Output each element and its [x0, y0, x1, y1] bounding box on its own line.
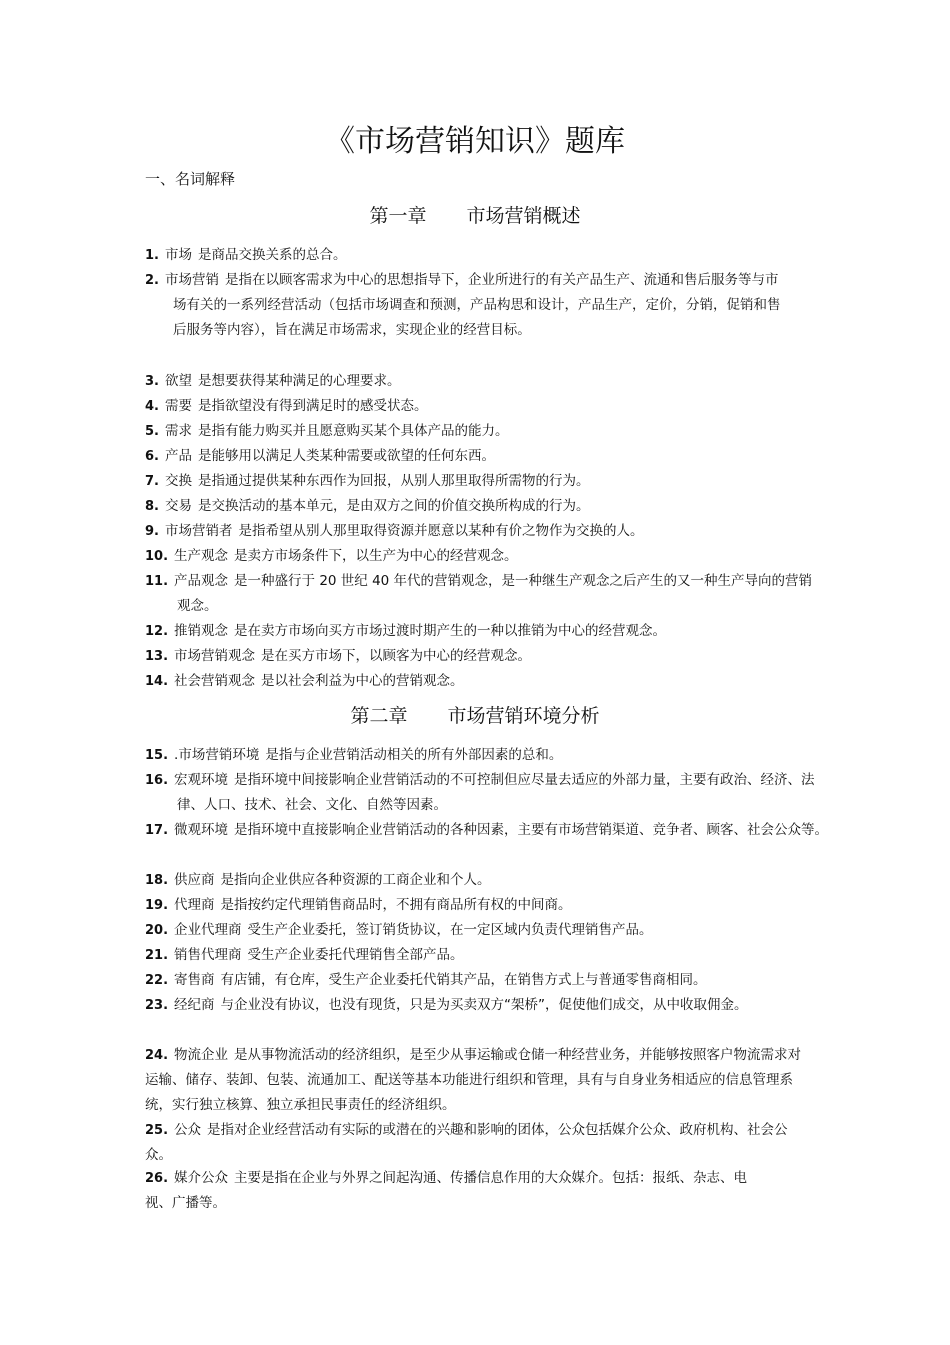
list-item: 1. 市场 是商品交换关系的总合。: [145, 247, 347, 263]
list-item: 20. 企业代理商 受生产企业委托，签订销货协议，在一定区域内负责代理销售产品。: [145, 922, 653, 938]
list-item: 4. 需要 是指欲望没有得到满足时的感受状态。: [145, 398, 428, 414]
list-item: 6. 产品 是能够用以满足人类某种需要或欲望的任何东西。: [145, 448, 495, 464]
chapter-2-label: 第二章: [350, 705, 408, 727]
list-item: 2. 市场营销 是指在以顾客需求为中心的思想指导下，企业所进行的有关产品生产、流通和售后服务等与市场有关的一系列经营活动（包括市场调查和预测，产品构思和设计，产品生产，定价，分销，促销和售后服务等内容），旨在满足市场需求，实现企业的经营目标。: [145, 272, 781, 338]
chapter-2-name: 市场营销环境分析: [447, 705, 600, 727]
list-item: 22. 寄售商 有店铺，有仓库，受生产企业委托代销其产品，在销售方式上与普通零售商相同。: [145, 972, 707, 988]
section-heading: 一、名词解释: [145, 170, 236, 188]
document-title: 《市场营销知识》题库: [325, 124, 625, 159]
chapter-1-label: 第一章: [369, 205, 427, 227]
list-item: 18. 供应商 是指向企业供应各种资源的工商企业和个人。: [145, 872, 491, 888]
list-item: 11. 产品观念 是一种盛行于 20 世纪 40 年代的营销观念，是一种继生产观念之后产生的又一种生产导向的营销观念。: [145, 573, 813, 614]
list-item: 3. 欲望 是想要获得某种满足的心理要求。: [145, 373, 401, 389]
chapter-2-heading: [0, 702, 950, 730]
list-item: 8. 交易 是交换活动的基本单元，是由双方之间的价值交换所构成的行为。: [145, 498, 590, 514]
list-item: 7. 交换 是指通过提供某种东西作为回报，从别人那里取得所需物的行为。: [145, 473, 590, 489]
list-item: 13. 市场营销观念 是在买方市场下，以顾客为中心的经营观念。: [145, 648, 532, 664]
list-item: 15. .市场营销环境 是指与企业营销活动相关的所有外部因素的总和。: [145, 747, 563, 763]
list-item: 19. 代理商 是指按约定代理销售商品时，不拥有商品所有权的中间商。: [145, 897, 572, 913]
list-item: 9. 市场营销者 是指希望从别人那里取得资源并愿意以某种有价之物作为交换的人。: [145, 523, 644, 539]
list-item: 12. 推销观念 是在卖方市场向买方市场过渡时期产生的一种以推销为中心的经营观念。: [145, 623, 667, 639]
list-item: 17. 微观环境 是指环境中直接影响企业营销活动的各种因素，主要有市场营销渠道、竞争者、顾客、社会公众等。: [145, 822, 829, 838]
chapter-1-heading: [0, 202, 950, 230]
list-item: 5. 需求 是指有能力购买并且愿意购买某个具体产品的能力。: [145, 423, 509, 439]
list-item: 25. 公众 是指对企业经营活动有实际的或潜在的兴趣和影响的团体，公众包括媒介公众、政府机构、社会公众。: [145, 1122, 788, 1163]
list-item: 26. 媒介公众 主要是指在企业与外界之间起沟通、传播信息作用的大众媒介。包括：报纸、杂志、电视、广播等。: [145, 1170, 748, 1211]
chapter-1-name: 市场营销概述: [466, 205, 581, 227]
list-item: 23. 经纪商 与企业没有协议，也没有现货，只是为买卖双方“架桥”，促使他们成交，从中收取佣金。: [145, 997, 748, 1013]
list-item: 21. 销售代理商 受生产企业委托代理销售全部产品。: [145, 947, 464, 963]
list-item: 10. 生产观念 是卖方市场条件下，以生产为中心的经营观念。: [145, 548, 518, 564]
list-item: 16. 宏观环境 是指环境中间接影响企业营销活动的不可控制但应尽量去适应的外部力量，主要有政治、经济、法律、人口、技术、社会、文化、自然等因素。: [145, 772, 815, 813]
list-item: 14. 社会营销观念 是以社会利益为中心的营销观念。: [145, 673, 464, 689]
list-item: 24. 物流企业 是从事物流活动的经济组织，是至少从事运输或仓储一种经营业务，并能够按照客户物流需求对运输、储存、装卸、包装、流通加工、配送等基本功能进行组织和管理，具有与自身业务相适应的信息管理系统，实行独立核算、独立承担民事责任的经济组织。: [145, 1047, 802, 1113]
